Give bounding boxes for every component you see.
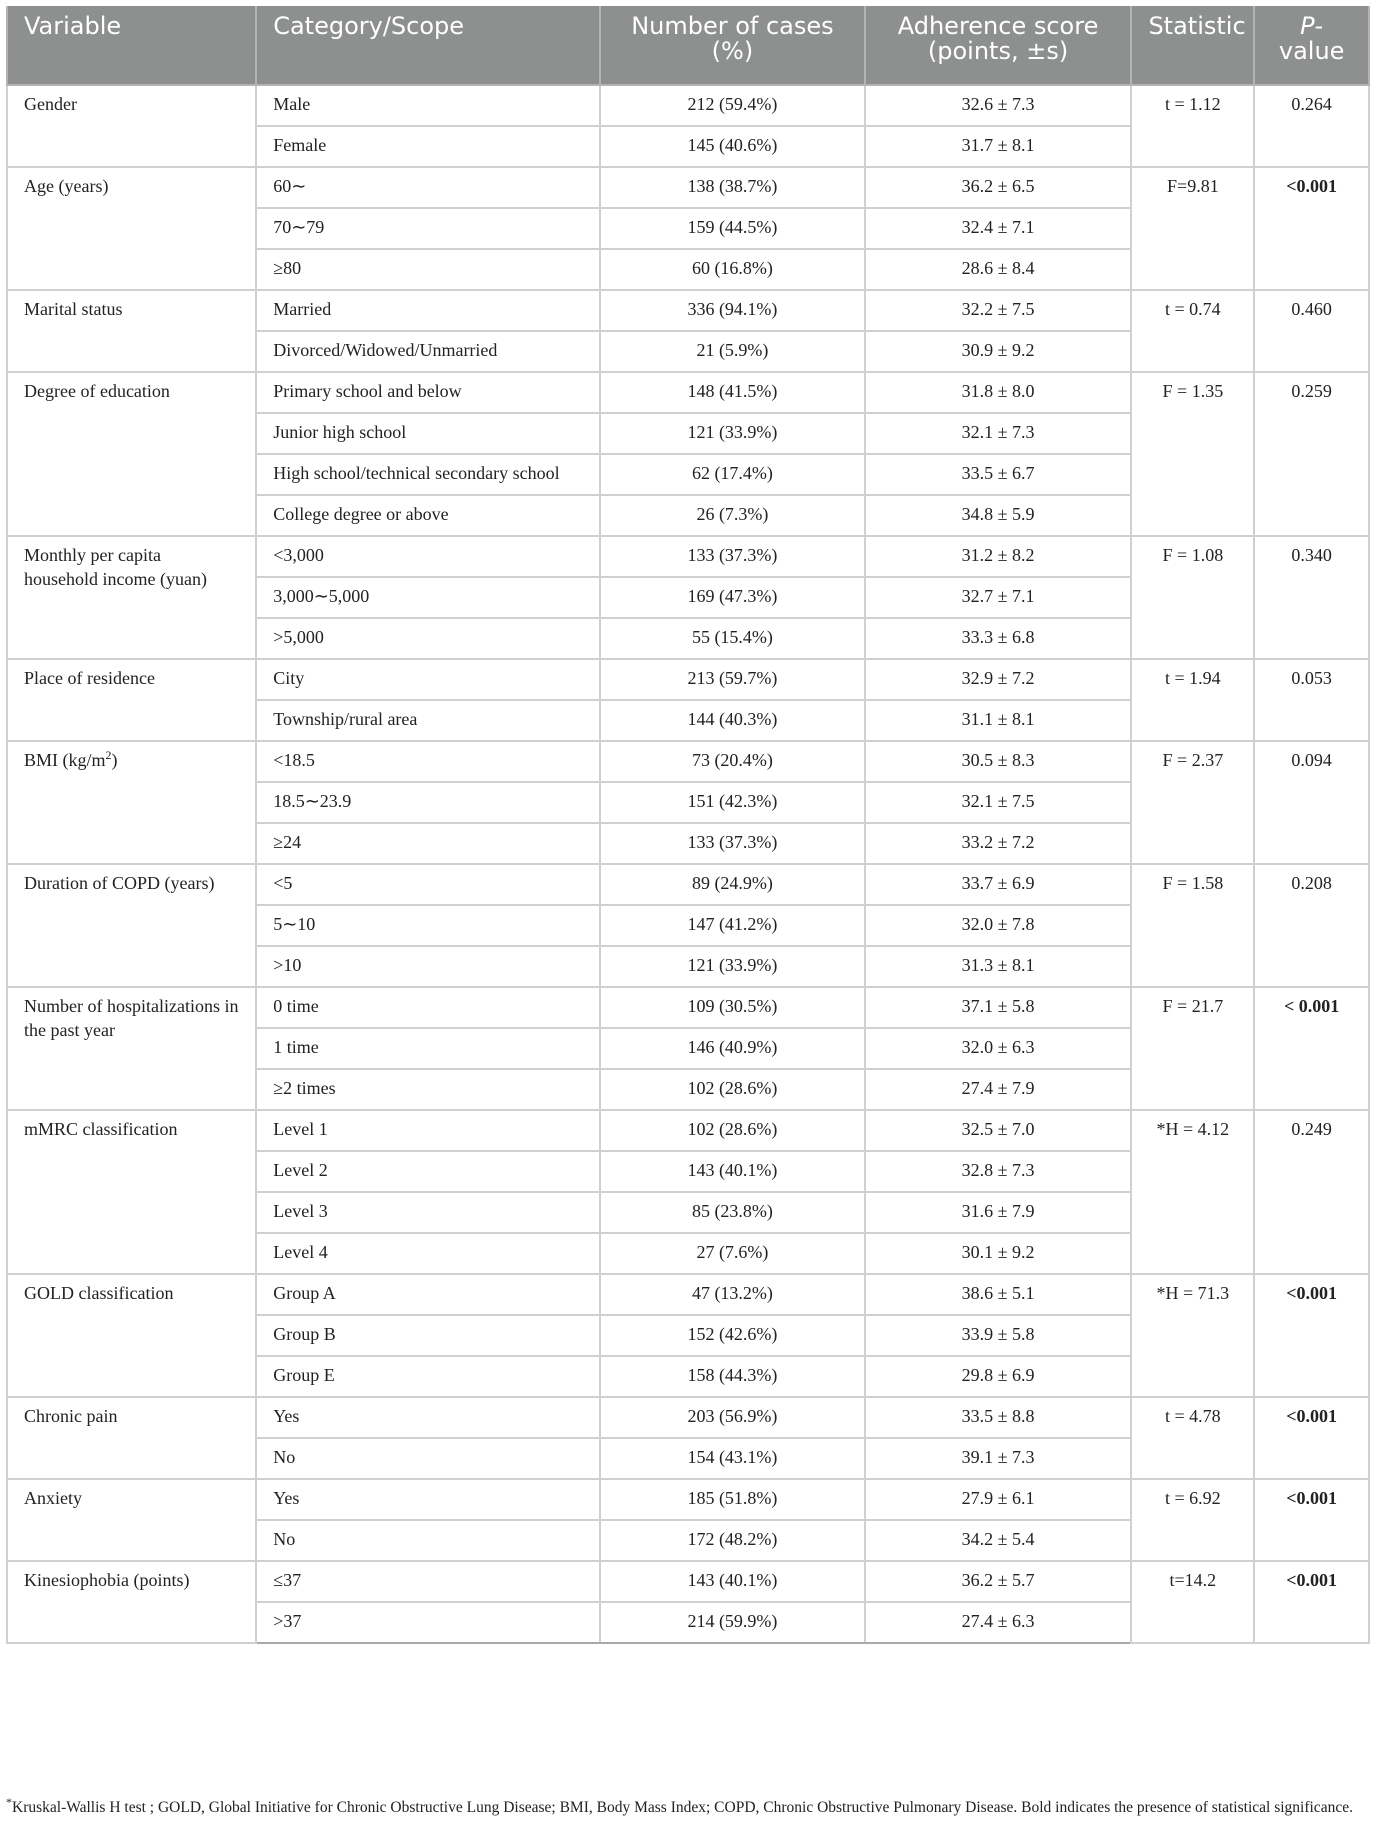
category-cell: No — [256, 1438, 600, 1479]
table-row — [7, 659, 1369, 700]
variable-label: BMI (kg/m — [24, 750, 106, 770]
statistic-cell: t = 1.94 — [1131, 659, 1254, 741]
statistic-cell: F = 1.35 — [1131, 372, 1254, 536]
header-cases: Number of cases (%) — [600, 6, 864, 85]
p-value-cell: < 0.001 — [1254, 987, 1369, 1110]
cases-cell: 133 (37.3%) — [600, 536, 864, 577]
score-cell: 31.3 ± 8.1 — [865, 946, 1132, 987]
statistic-cell: *H = 71.3 — [1131, 1274, 1254, 1397]
category-cell: Primary school and below — [256, 372, 600, 413]
variable-label: Duration of COPD (years) — [24, 873, 215, 893]
category-cell: Level 1 — [256, 1110, 600, 1151]
score-cell: 31.2 ± 8.2 — [865, 536, 1132, 577]
cases-cell: 73 (20.4%) — [600, 741, 864, 782]
category-cell: >37 — [256, 1602, 600, 1643]
footnote-text: Kruskal-Wallis H test ; GOLD, Global Initiative for Chronic Obstructive Lung Disease; BMI, Body Mass Index; COPD, Chronic Obstructive Pulmonary Disease. Bold indicates the presence of statistical significance. — [12, 1799, 1353, 1816]
variable-cell — [7, 659, 256, 741]
score-cell: 36.2 ± 6.5 — [865, 167, 1132, 208]
cases-cell: 148 (41.5%) — [600, 372, 864, 413]
table-row — [7, 536, 1369, 577]
category-cell: 5∼10 — [256, 905, 600, 946]
category-cell: Divorced/Widowed/Unmarried — [256, 331, 600, 372]
score-cell: 32.4 ± 7.1 — [865, 208, 1132, 249]
variable-cell — [7, 1479, 256, 1561]
score-cell: 30.1 ± 9.2 — [865, 1233, 1132, 1274]
category-cell: Group A — [256, 1274, 600, 1315]
p-value-cell: 0.340 — [1254, 536, 1369, 659]
variable-label: GOLD classification — [24, 1283, 174, 1303]
variable-cell — [7, 1397, 256, 1479]
score-cell: 32.5 ± 7.0 — [865, 1110, 1132, 1151]
score-cell: 32.1 ± 7.5 — [865, 782, 1132, 823]
table-row — [7, 1561, 1369, 1602]
variable-cell — [7, 290, 256, 372]
variable-cell — [7, 987, 256, 1110]
cases-cell: 89 (24.9%) — [600, 864, 864, 905]
score-cell: 39.1 ± 7.3 — [865, 1438, 1132, 1479]
cases-cell: 26 (7.3%) — [600, 495, 864, 536]
cases-cell: 146 (40.9%) — [600, 1028, 864, 1069]
category-cell: 1 time — [256, 1028, 600, 1069]
cases-cell: 144 (40.3%) — [600, 700, 864, 741]
category-cell: Group E — [256, 1356, 600, 1397]
adherence-table — [6, 6, 1370, 1644]
cases-cell: 60 (16.8%) — [600, 249, 864, 290]
category-cell: Township/rural area — [256, 700, 600, 741]
cases-cell: 213 (59.7%) — [600, 659, 864, 700]
score-cell: 33.9 ± 5.8 — [865, 1315, 1132, 1356]
category-cell: <5 — [256, 864, 600, 905]
variable-cell — [7, 167, 256, 290]
cases-cell: 145 (40.6%) — [600, 126, 864, 167]
variable-label: Number of hospitalizations in the past year — [24, 996, 239, 1040]
variable-cell — [7, 1274, 256, 1397]
variable-cell — [7, 372, 256, 536]
variable-cell — [7, 1561, 256, 1643]
table-row — [7, 1110, 1369, 1151]
cases-cell: 109 (30.5%) — [600, 987, 864, 1028]
score-cell: 38.6 ± 5.1 — [865, 1274, 1132, 1315]
header-p-value — [1254, 6, 1369, 85]
category-cell: College degree or above — [256, 495, 600, 536]
footnote-asterisk: * — [6, 1794, 12, 1809]
variable-label: Monthly per capita household income (yuan) — [24, 545, 207, 589]
score-cell: 32.1 ± 7.3 — [865, 413, 1132, 454]
table-row — [7, 372, 1369, 413]
category-cell: ≥24 — [256, 823, 600, 864]
cases-cell: 152 (42.6%) — [600, 1315, 864, 1356]
score-cell: 31.8 ± 8.0 — [865, 372, 1132, 413]
cases-cell: 138 (38.7%) — [600, 167, 864, 208]
score-cell: 27.4 ± 7.9 — [865, 1069, 1132, 1110]
statistic-cell: t=14.2 — [1131, 1561, 1254, 1643]
score-cell: 33.7 ± 6.9 — [865, 864, 1132, 905]
category-cell: 60∼ — [256, 167, 600, 208]
category-cell: Yes — [256, 1479, 600, 1520]
variable-label: Chronic pain — [24, 1406, 118, 1426]
score-cell: 32.8 ± 7.3 — [865, 1151, 1132, 1192]
p-value-cell: 0.053 — [1254, 659, 1369, 741]
variable-cell — [7, 864, 256, 987]
statistic-cell: F = 21.7 — [1131, 987, 1254, 1110]
table-row — [7, 85, 1369, 126]
cases-cell: 102 (28.6%) — [600, 1069, 864, 1110]
statistic-cell: F = 1.58 — [1131, 864, 1254, 987]
header-statistic: Statistic — [1131, 6, 1254, 85]
table-row — [7, 167, 1369, 208]
score-cell: 32.7 ± 7.1 — [865, 577, 1132, 618]
p-value-cell: <0.001 — [1254, 1397, 1369, 1479]
table-body — [7, 85, 1369, 1643]
p-value-cell: <0.001 — [1254, 1561, 1369, 1643]
cases-cell: 158 (44.3%) — [600, 1356, 864, 1397]
cases-cell: 47 (13.2%) — [600, 1274, 864, 1315]
score-cell: 32.0 ± 7.8 — [865, 905, 1132, 946]
category-cell: ≥80 — [256, 249, 600, 290]
cases-cell: 121 (33.9%) — [600, 946, 864, 987]
variable-label: Anxiety — [24, 1488, 82, 1508]
table-row — [7, 290, 1369, 331]
category-cell: Junior high school — [256, 413, 600, 454]
variable-label: Marital status — [24, 299, 123, 319]
score-cell: 30.5 ± 8.3 — [865, 741, 1132, 782]
variable-cell — [7, 741, 256, 864]
cases-cell: 121 (33.9%) — [600, 413, 864, 454]
category-cell: Yes — [256, 1397, 600, 1438]
header-score-line1: Adherence score — [897, 12, 1099, 40]
cases-cell: 172 (48.2%) — [600, 1520, 864, 1561]
p-value-cell: 0.208 — [1254, 864, 1369, 987]
category-cell: Level 2 — [256, 1151, 600, 1192]
cases-cell: 214 (59.9%) — [600, 1602, 864, 1643]
cases-cell: 336 (94.1%) — [600, 290, 864, 331]
table-row — [7, 864, 1369, 905]
statistic-cell: F=9.81 — [1131, 167, 1254, 290]
cases-cell: 85 (23.8%) — [600, 1192, 864, 1233]
score-cell: 27.9 ± 6.1 — [865, 1479, 1132, 1520]
variable-label: Place of residence — [24, 668, 155, 688]
p-value-cell: 0.094 — [1254, 741, 1369, 864]
cases-cell: 133 (37.3%) — [600, 823, 864, 864]
table-header-row — [7, 6, 1369, 85]
cases-cell: 102 (28.6%) — [600, 1110, 864, 1151]
statistic-cell: t = 1.12 — [1131, 85, 1254, 167]
score-cell: 36.2 ± 5.7 — [865, 1561, 1132, 1602]
cases-cell: 27 (7.6%) — [600, 1233, 864, 1274]
category-cell: Female — [256, 126, 600, 167]
table-row — [7, 1274, 1369, 1315]
score-cell: 27.4 ± 6.3 — [865, 1602, 1132, 1643]
cases-cell: 55 (15.4%) — [600, 618, 864, 659]
score-cell: 37.1 ± 5.8 — [865, 987, 1132, 1028]
category-cell: City — [256, 659, 600, 700]
statistic-cell: t = 0.74 — [1131, 290, 1254, 372]
header-score-line2: (points, ±s) — [927, 37, 1069, 65]
variable-superscript: 2 — [105, 748, 112, 762]
cases-cell: 169 (47.3%) — [600, 577, 864, 618]
cases-cell: 203 (56.9%) — [600, 1397, 864, 1438]
variable-label: mMRC classification — [24, 1119, 178, 1139]
category-cell: >10 — [256, 946, 600, 987]
category-cell: ≤37 — [256, 1561, 600, 1602]
score-cell: 33.3 ± 6.8 — [865, 618, 1132, 659]
category-cell: 3,000∼5,000 — [256, 577, 600, 618]
p-value-cell: <0.001 — [1254, 167, 1369, 290]
table-footnote — [6, 1794, 1370, 1818]
score-cell: 31.6 ± 7.9 — [865, 1192, 1132, 1233]
cases-cell: 147 (41.2%) — [600, 905, 864, 946]
p-value-cell: 0.259 — [1254, 372, 1369, 536]
header-category: Category/Scope — [256, 6, 600, 85]
category-cell: >5,000 — [256, 618, 600, 659]
category-cell: 18.5∼23.9 — [256, 782, 600, 823]
score-cell: 32.9 ± 7.2 — [865, 659, 1132, 700]
category-cell: <3,000 — [256, 536, 600, 577]
variable-cell — [7, 1110, 256, 1274]
score-cell: 30.9 ± 9.2 — [865, 331, 1132, 372]
header-adherence-score — [865, 6, 1132, 85]
score-cell: 34.2 ± 5.4 — [865, 1520, 1132, 1561]
cases-cell: 159 (44.5%) — [600, 208, 864, 249]
category-cell: High school/technical secondary school — [256, 454, 600, 495]
score-cell: 31.1 ± 8.1 — [865, 700, 1132, 741]
p-value-cell: 0.264 — [1254, 85, 1369, 167]
category-cell: <18.5 — [256, 741, 600, 782]
score-cell: 33.5 ± 6.7 — [865, 454, 1132, 495]
variable-label: Gender — [24, 94, 77, 114]
statistic-cell: t = 4.78 — [1131, 1397, 1254, 1479]
statistic-cell: *H = 4.12 — [1131, 1110, 1254, 1274]
score-cell: 31.7 ± 8.1 — [865, 126, 1132, 167]
category-cell: Level 4 — [256, 1233, 600, 1274]
cases-cell: 21 (5.9%) — [600, 331, 864, 372]
score-cell: 33.2 ± 7.2 — [865, 823, 1132, 864]
p-value-cell: 0.460 — [1254, 290, 1369, 372]
category-cell: Male — [256, 85, 600, 126]
cases-cell: 212 (59.4%) — [600, 85, 864, 126]
variable-label: Age (years) — [24, 176, 109, 196]
header-variable: Variable — [7, 6, 256, 85]
cases-cell: 185 (51.8%) — [600, 1479, 864, 1520]
variable-label-suffix: ) — [111, 750, 118, 770]
score-cell: 28.6 ± 8.4 — [865, 249, 1132, 290]
p-value-cell: <0.001 — [1254, 1479, 1369, 1561]
category-cell: 70∼79 — [256, 208, 600, 249]
score-cell: 32.6 ± 7.3 — [865, 85, 1132, 126]
header-p-italic: P — [1300, 12, 1315, 40]
score-cell: 34.8 ± 5.9 — [865, 495, 1132, 536]
category-cell: 0 time — [256, 987, 600, 1028]
variable-label: Degree of education — [24, 381, 170, 401]
statistic-cell: F = 2.37 — [1131, 741, 1254, 864]
statistic-cell: F = 1.08 — [1131, 536, 1254, 659]
header-p-rest: -value — [1278, 12, 1345, 65]
statistic-cell: t = 6.92 — [1131, 1479, 1254, 1561]
score-cell: 29.8 ± 6.9 — [865, 1356, 1132, 1397]
category-cell: Level 3 — [256, 1192, 600, 1233]
cases-cell: 154 (43.1%) — [600, 1438, 864, 1479]
table-row — [7, 987, 1369, 1028]
table-row — [7, 1479, 1369, 1520]
score-cell: 33.5 ± 8.8 — [865, 1397, 1132, 1438]
category-cell: ≥2 times — [256, 1069, 600, 1110]
p-value-cell: <0.001 — [1254, 1274, 1369, 1397]
score-cell: 32.2 ± 7.5 — [865, 290, 1132, 331]
category-cell: Group B — [256, 1315, 600, 1356]
category-cell: No — [256, 1520, 600, 1561]
cases-cell: 143 (40.1%) — [600, 1561, 864, 1602]
table-row — [7, 741, 1369, 782]
variable-label: Kinesiophobia (points) — [24, 1570, 190, 1590]
cases-cell: 62 (17.4%) — [600, 454, 864, 495]
cases-cell: 143 (40.1%) — [600, 1151, 864, 1192]
variable-cell — [7, 85, 256, 167]
variable-cell — [7, 536, 256, 659]
category-cell: Married — [256, 290, 600, 331]
score-cell: 32.0 ± 6.3 — [865, 1028, 1132, 1069]
cases-cell: 151 (42.3%) — [600, 782, 864, 823]
table-row — [7, 1397, 1369, 1438]
p-value-cell: 0.249 — [1254, 1110, 1369, 1274]
